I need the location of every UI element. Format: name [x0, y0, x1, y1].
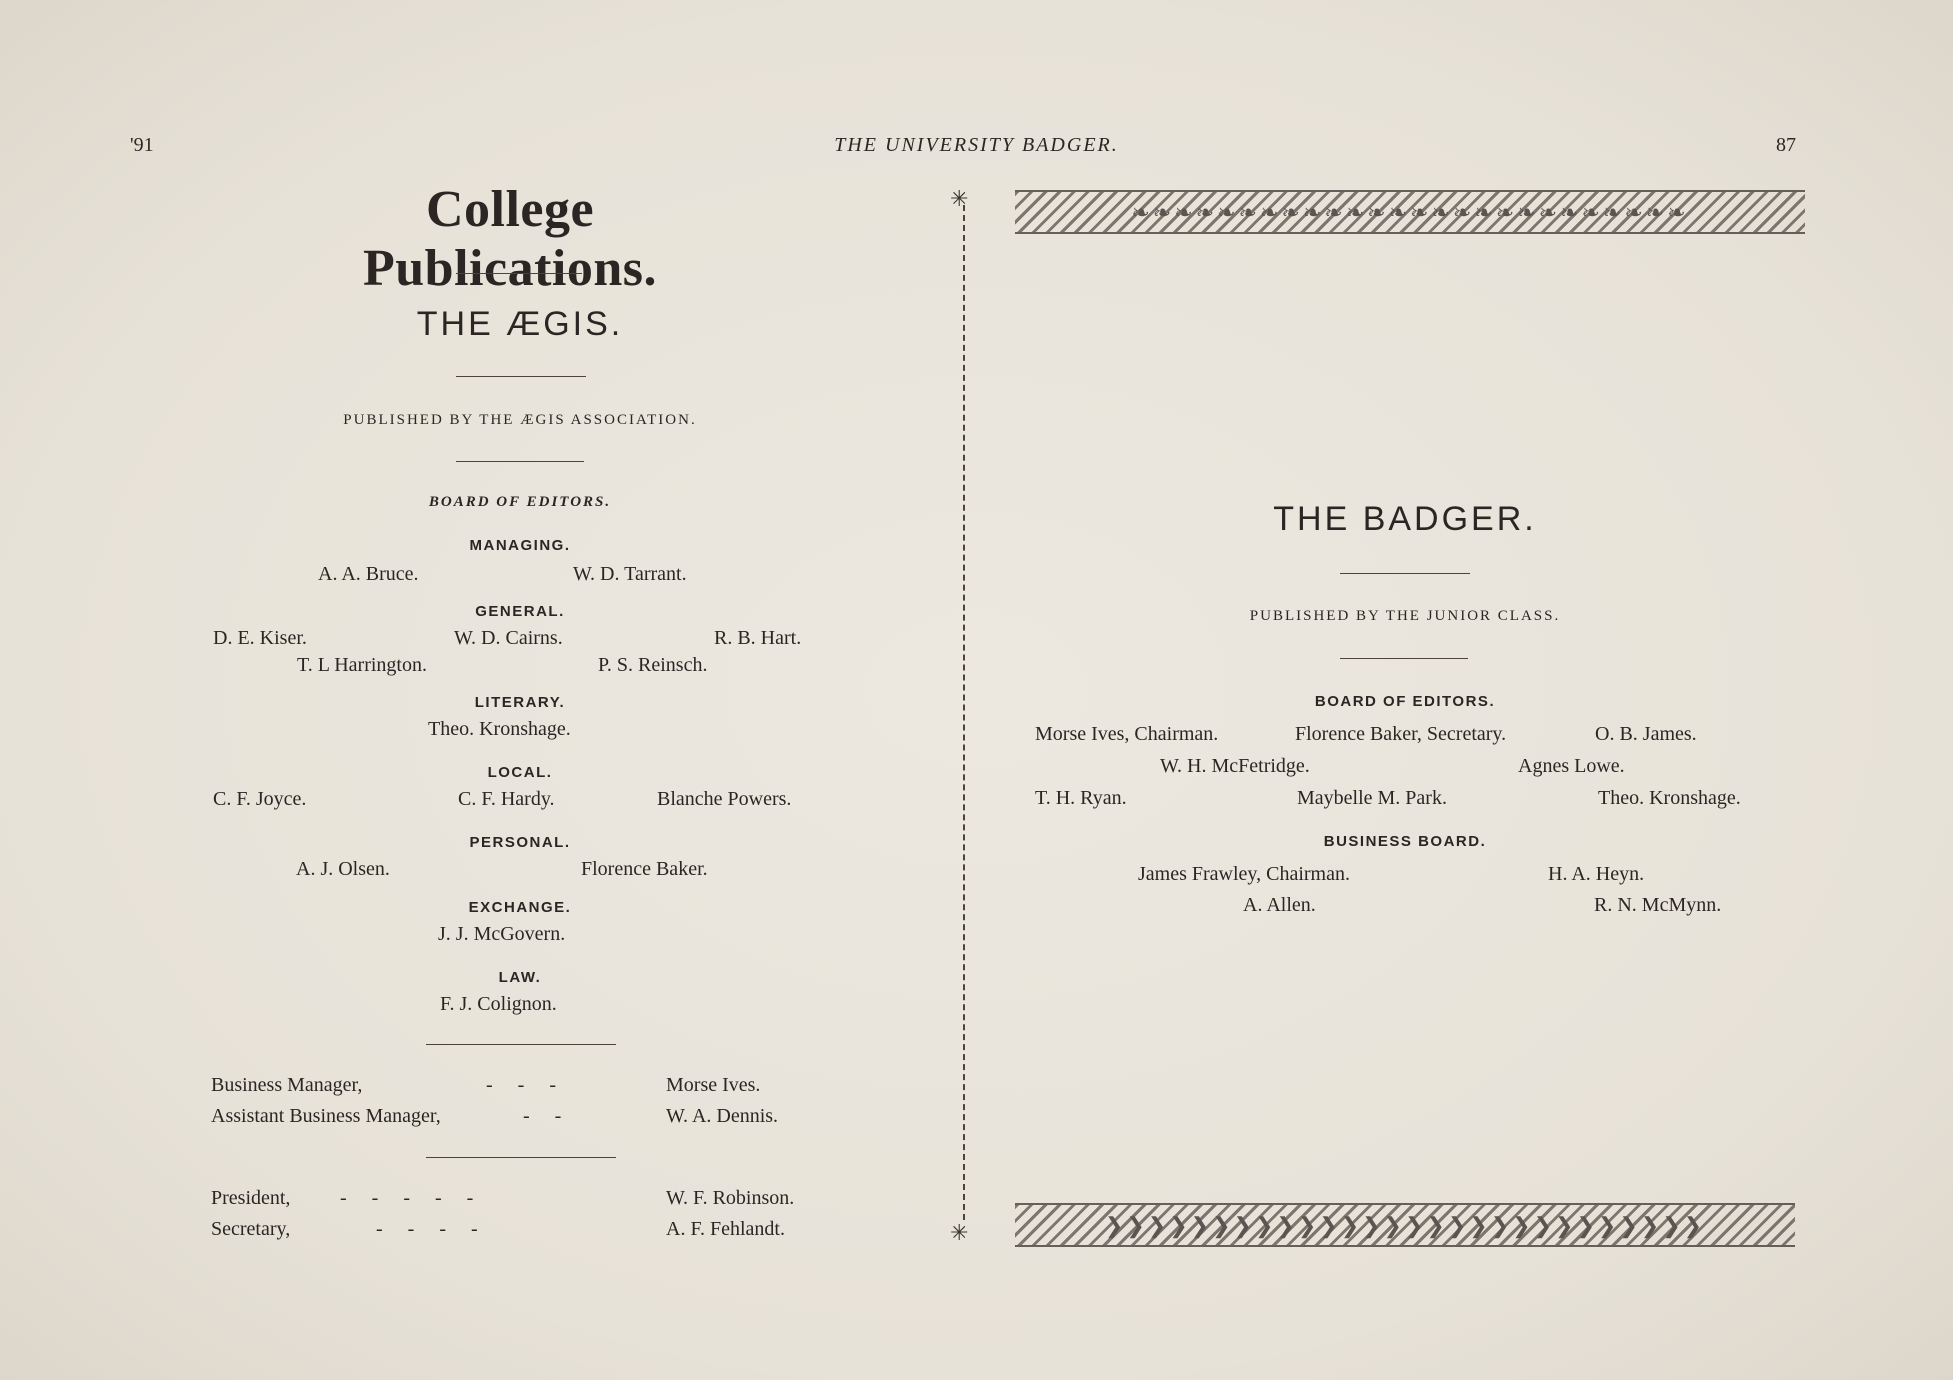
board-name: H. A. Heyn. [1548, 863, 1645, 885]
badger-published-by: PUBLISHED BY THE JUNIOR CLASS. [1249, 608, 1561, 624]
badger-title: THE BADGER. [1273, 500, 1537, 538]
officer-name: A. F. Fehlandt. [666, 1218, 785, 1240]
business-name: Morse Ives. [666, 1074, 761, 1096]
editor-name: W. D. Tarrant. [573, 563, 687, 585]
vertical-rule [963, 205, 965, 1220]
exchange-heading: EXCHANGE. [468, 899, 572, 916]
leader-dashes: - - - - [376, 1218, 478, 1240]
ornament-band-top [1015, 190, 1805, 234]
editor-name: T. H. Ryan. [1035, 787, 1127, 809]
editor-name: F. J. Colignon. [440, 993, 557, 1015]
leader-dashes: - - - - - [340, 1187, 474, 1209]
editor-name: A. J. Olsen. [296, 858, 390, 880]
editor-name: Agnes Lowe. [1518, 755, 1625, 777]
managing-heading: MANAGING. [469, 537, 571, 554]
ornament-glyphs: ❯❯❯❯❯❯❯❯❯❯❯❯❯❯❯❯❯❯❯❯❯❯❯❯❯❯❯❯ [1104, 1213, 1706, 1238]
divider [456, 461, 584, 462]
editor-name: C. F. Hardy. [458, 788, 555, 810]
business-role: Business Manager, [211, 1074, 363, 1096]
page-title: College Publications. [363, 181, 657, 297]
personal-heading: PERSONAL. [469, 834, 571, 851]
editor-name: W. H. McFetridge. [1160, 755, 1310, 777]
leader-dashes: - - [523, 1105, 562, 1127]
literary-heading: LITERARY. [474, 694, 566, 711]
divider [426, 1157, 616, 1158]
editor-name: A. A. Bruce. [318, 563, 419, 585]
board-name: A. Allen. [1243, 894, 1316, 916]
ornament-band-bottom [1015, 1203, 1795, 1247]
business-role: Assistant Business Manager, [211, 1105, 441, 1127]
editor-name: Theo. Kronshage. [428, 718, 571, 740]
editor-name: Florence Baker, Secretary. [1295, 723, 1507, 745]
divider [426, 1044, 616, 1045]
divider [456, 376, 586, 377]
divider [1340, 658, 1468, 659]
divider [456, 273, 582, 274]
business-board-heading: BUSINESS BOARD. [1323, 833, 1487, 850]
officer-role: President, [211, 1187, 291, 1209]
editor-name: D. E. Kiser. [213, 627, 307, 649]
editor-name: Florence Baker. [581, 858, 708, 880]
leader-dashes: - - - [486, 1074, 556, 1096]
running-title: THE UNIVERSITY BADGER. [834, 134, 1119, 156]
right-page-number: 87 [1776, 134, 1796, 156]
badger-board-heading: BOARD OF EDITORS. [1314, 693, 1496, 710]
board-name: James Frawley, Chairman. [1138, 863, 1350, 885]
ornament-glyphs: ❧❧❧❧❧❧❧❧❧❧❧❧❧❧❧❧❧❧❧❧❧❧❧❧❧❧ [1131, 200, 1689, 225]
left-page-number: '91 [130, 134, 154, 156]
editor-name: Theo. Kronshage. [1598, 787, 1741, 809]
divider [1340, 573, 1470, 574]
editor-name: J. J. McGovern. [438, 923, 566, 945]
aegis-title: THE ÆGIS. [416, 305, 624, 343]
editor-name: T. L Harrington. [297, 654, 427, 676]
editor-name: W. D. Cairns. [454, 627, 563, 649]
editor-name: O. B. James. [1595, 723, 1697, 745]
officer-name: W. F. Robinson. [666, 1187, 795, 1209]
officer-role: Secretary, [211, 1218, 291, 1240]
aegis-published-by: PUBLISHED BY THE ÆGIS ASSOCIATION. [343, 412, 697, 428]
editor-name: Blanche Powers. [657, 788, 792, 810]
star-ornament: ✳ [950, 1220, 969, 1245]
aegis-board-heading: BOARD OF EDITORS. [428, 494, 612, 510]
editor-name: C. F. Joyce. [213, 788, 307, 810]
editor-name: Maybelle M. Park. [1297, 787, 1447, 809]
editor-name: Morse Ives, Chairman. [1035, 723, 1219, 745]
editor-name: R. B. Hart. [714, 627, 802, 649]
business-name: W. A. Dennis. [666, 1105, 779, 1127]
local-heading: LOCAL. [487, 764, 553, 781]
law-heading: LAW. [498, 969, 542, 986]
editor-name: P. S. Reinsch. [598, 654, 708, 676]
general-heading: GENERAL. [475, 603, 565, 620]
board-name: R. N. McMynn. [1594, 894, 1722, 916]
star-ornament: ✳ [950, 186, 969, 211]
